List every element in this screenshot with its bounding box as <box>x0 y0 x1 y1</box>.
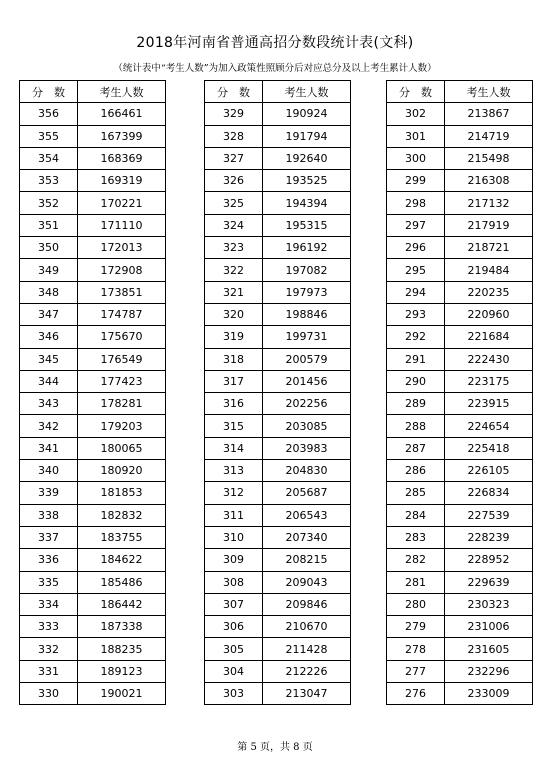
count-cell: 175670 <box>78 326 166 348</box>
score-cell: 308 <box>205 571 263 593</box>
score-cell: 345 <box>20 348 78 370</box>
count-cell: 191794 <box>263 125 351 147</box>
count-cell: 217132 <box>445 192 533 214</box>
score-cell: 307 <box>205 593 263 615</box>
table-row <box>20 437 166 459</box>
count-cell: 223175 <box>445 370 533 392</box>
table-row <box>387 437 533 459</box>
score-cell: 340 <box>20 460 78 482</box>
table-row <box>387 593 533 615</box>
score-cell: 336 <box>20 549 78 571</box>
table-row <box>387 103 533 125</box>
table-row <box>387 460 533 482</box>
count-cell: 223915 <box>445 393 533 415</box>
score-cell: 305 <box>205 638 263 660</box>
score-cell: 287 <box>387 437 445 459</box>
score-cell: 355 <box>20 125 78 147</box>
score-cell: 349 <box>20 259 78 281</box>
table-row <box>387 303 533 325</box>
count-cell: 229639 <box>445 571 533 593</box>
count-cell: 200579 <box>263 348 351 370</box>
count-cell: 230323 <box>445 593 533 615</box>
score-cell: 281 <box>387 571 445 593</box>
count-cell: 192640 <box>263 147 351 169</box>
table-row <box>387 259 533 281</box>
score-cell: 337 <box>20 526 78 548</box>
count-cell: 219484 <box>445 259 533 281</box>
score-cell: 279 <box>387 616 445 638</box>
table-row <box>20 393 166 415</box>
score-table-3 <box>386 80 533 705</box>
count-cell: 174787 <box>78 303 166 325</box>
score-cell: 332 <box>20 638 78 660</box>
count-cell: 209043 <box>263 571 351 593</box>
table-row <box>387 170 533 192</box>
count-cell: 170221 <box>78 192 166 214</box>
score-cell: 278 <box>387 638 445 660</box>
table-row <box>205 237 351 259</box>
table-row <box>20 504 166 526</box>
count-cell: 181853 <box>78 482 166 504</box>
count-cell: 224654 <box>445 415 533 437</box>
score-cell: 333 <box>20 616 78 638</box>
score-cell: 319 <box>205 326 263 348</box>
score-cell: 289 <box>387 393 445 415</box>
table-row <box>387 660 533 682</box>
score-cell: 285 <box>387 482 445 504</box>
score-cell: 304 <box>205 660 263 682</box>
table-row <box>205 103 351 125</box>
count-cell: 168369 <box>78 147 166 169</box>
score-table-2 <box>204 80 351 705</box>
score-cell: 323 <box>205 237 263 259</box>
table-row <box>387 147 533 169</box>
score-cell: 286 <box>387 460 445 482</box>
score-cell: 348 <box>20 281 78 303</box>
score-cell: 326 <box>205 170 263 192</box>
score-cell: 317 <box>205 370 263 392</box>
count-cell: 232296 <box>445 660 533 682</box>
table-row <box>205 393 351 415</box>
count-cell: 203983 <box>263 437 351 459</box>
count-cell: 176549 <box>78 348 166 370</box>
score-cell: 342 <box>20 415 78 437</box>
table-row <box>205 125 351 147</box>
count-cell: 210670 <box>263 616 351 638</box>
score-cell: 356 <box>20 103 78 125</box>
table-row <box>20 660 166 682</box>
table-row <box>20 125 166 147</box>
table-row <box>387 571 533 593</box>
table-row <box>20 259 166 281</box>
score-cell: 347 <box>20 303 78 325</box>
table-row <box>205 281 351 303</box>
count-cell: 202256 <box>263 393 351 415</box>
score-cell: 297 <box>387 214 445 236</box>
score-cell: 315 <box>205 415 263 437</box>
score-cell: 282 <box>387 549 445 571</box>
score-cell: 311 <box>205 504 263 526</box>
count-cell: 196192 <box>263 237 351 259</box>
table-row <box>387 393 533 415</box>
count-cell: 216308 <box>445 170 533 192</box>
table-row <box>205 683 351 705</box>
count-cell: 228239 <box>445 526 533 548</box>
score-cell: 330 <box>20 683 78 705</box>
score-table-1 <box>19 80 166 705</box>
table-row <box>387 214 533 236</box>
table-row <box>20 370 166 392</box>
table-row <box>387 504 533 526</box>
count-cell: 179203 <box>78 415 166 437</box>
header-count: 考生人数 <box>445 81 533 103</box>
score-cell: 312 <box>205 482 263 504</box>
score-cell: 327 <box>205 147 263 169</box>
score-cell: 280 <box>387 593 445 615</box>
score-cell: 335 <box>20 571 78 593</box>
table-header-row <box>205 81 351 103</box>
table-row <box>387 192 533 214</box>
score-cell: 341 <box>20 437 78 459</box>
page-footer: 第 5 页，共 8 页 <box>237 742 313 753</box>
score-cell: 313 <box>205 460 263 482</box>
score-cell: 301 <box>387 125 445 147</box>
count-cell: 180920 <box>78 460 166 482</box>
score-cell: 331 <box>20 660 78 682</box>
count-cell: 206543 <box>263 504 351 526</box>
table-row <box>205 192 351 214</box>
score-cell: 346 <box>20 326 78 348</box>
table-row <box>205 370 351 392</box>
table-row <box>387 125 533 147</box>
count-cell: 213047 <box>263 683 351 705</box>
count-cell: 204830 <box>263 460 351 482</box>
count-cell: 228952 <box>445 549 533 571</box>
count-cell: 226834 <box>445 482 533 504</box>
table-row <box>205 460 351 482</box>
score-cell: 277 <box>387 660 445 682</box>
count-cell: 189123 <box>78 660 166 682</box>
score-cell: 295 <box>387 259 445 281</box>
header-score: 分 数 <box>205 81 263 103</box>
header-count: 考生人数 <box>263 81 351 103</box>
table-row <box>387 638 533 660</box>
table-row <box>20 638 166 660</box>
score-cell: 320 <box>205 303 263 325</box>
score-cell: 318 <box>205 348 263 370</box>
count-cell: 190924 <box>263 103 351 125</box>
table-row <box>205 348 351 370</box>
count-cell: 184622 <box>78 549 166 571</box>
count-cell: 178281 <box>78 393 166 415</box>
header-score: 分 数 <box>20 81 78 103</box>
count-cell: 208215 <box>263 549 351 571</box>
table-row <box>387 281 533 303</box>
count-cell: 190021 <box>78 683 166 705</box>
count-cell: 205687 <box>263 482 351 504</box>
score-cell: 300 <box>387 147 445 169</box>
count-cell: 213867 <box>445 103 533 125</box>
count-cell: 233009 <box>445 683 533 705</box>
score-cell: 303 <box>205 683 263 705</box>
count-cell: 207340 <box>263 526 351 548</box>
score-cell: 339 <box>20 482 78 504</box>
table-row <box>205 549 351 571</box>
count-cell: 222430 <box>445 348 533 370</box>
count-cell: 183755 <box>78 526 166 548</box>
table-row <box>20 415 166 437</box>
table-row <box>205 638 351 660</box>
table-row <box>20 237 166 259</box>
header-count: 考生人数 <box>78 81 166 103</box>
table-row <box>205 616 351 638</box>
score-cell: 352 <box>20 192 78 214</box>
count-cell: 195315 <box>263 214 351 236</box>
count-cell: 197082 <box>263 259 351 281</box>
score-cell: 322 <box>205 259 263 281</box>
score-cell: 294 <box>387 281 445 303</box>
score-cell: 353 <box>20 170 78 192</box>
count-cell: 218721 <box>445 237 533 259</box>
table-row <box>387 683 533 705</box>
table-row <box>205 326 351 348</box>
table-row <box>205 303 351 325</box>
score-cell: 338 <box>20 504 78 526</box>
count-cell: 197973 <box>263 281 351 303</box>
count-cell: 226105 <box>445 460 533 482</box>
table-row <box>387 526 533 548</box>
table-row <box>205 571 351 593</box>
count-cell: 167399 <box>78 125 166 147</box>
count-cell: 186442 <box>78 593 166 615</box>
score-cell: 284 <box>387 504 445 526</box>
count-cell: 198846 <box>263 303 351 325</box>
count-cell: 172013 <box>78 237 166 259</box>
table-row <box>205 170 351 192</box>
score-cell: 293 <box>387 303 445 325</box>
table-row <box>387 348 533 370</box>
table-row <box>20 326 166 348</box>
score-cell: 296 <box>387 237 445 259</box>
count-cell: 188235 <box>78 638 166 660</box>
header-score: 分 数 <box>387 81 445 103</box>
score-cell: 288 <box>387 415 445 437</box>
table-row <box>20 147 166 169</box>
table-row <box>387 482 533 504</box>
score-cell: 325 <box>205 192 263 214</box>
score-cell: 344 <box>20 370 78 392</box>
score-cell: 334 <box>20 593 78 615</box>
table-row <box>20 348 166 370</box>
count-cell: 203085 <box>263 415 351 437</box>
score-cell: 291 <box>387 348 445 370</box>
table-row <box>387 326 533 348</box>
table-row <box>20 683 166 705</box>
score-cell: 351 <box>20 214 78 236</box>
table-row <box>20 616 166 638</box>
count-cell: 173851 <box>78 281 166 303</box>
table-row <box>205 147 351 169</box>
score-cell: 324 <box>205 214 263 236</box>
score-cell: 299 <box>387 170 445 192</box>
count-cell: 199731 <box>263 326 351 348</box>
count-cell: 231006 <box>445 616 533 638</box>
count-cell: 212226 <box>263 660 351 682</box>
count-cell: 221684 <box>445 326 533 348</box>
table-header-row <box>387 81 533 103</box>
page-title: 2018年河南省普通高招分数段统计表(文科) <box>136 35 414 51</box>
table-row <box>205 526 351 548</box>
count-cell: 187338 <box>78 616 166 638</box>
table-row <box>20 593 166 615</box>
score-cell: 310 <box>205 526 263 548</box>
count-cell: 194394 <box>263 192 351 214</box>
count-cell: 180065 <box>78 437 166 459</box>
score-cell: 298 <box>387 192 445 214</box>
table-row <box>20 303 166 325</box>
table-row <box>205 214 351 236</box>
table-row <box>205 482 351 504</box>
table-row <box>387 616 533 638</box>
score-cell: 302 <box>387 103 445 125</box>
score-cell: 343 <box>20 393 78 415</box>
table-row <box>20 549 166 571</box>
count-cell: 177423 <box>78 370 166 392</box>
count-cell: 225418 <box>445 437 533 459</box>
score-cell: 314 <box>205 437 263 459</box>
count-cell: 215498 <box>445 147 533 169</box>
count-cell: 172908 <box>78 259 166 281</box>
count-cell: 220235 <box>445 281 533 303</box>
count-cell: 220960 <box>445 303 533 325</box>
count-cell: 182832 <box>78 504 166 526</box>
table-row <box>205 593 351 615</box>
score-cell: 321 <box>205 281 263 303</box>
count-cell: 227539 <box>445 504 533 526</box>
count-cell: 214719 <box>445 125 533 147</box>
count-cell: 209846 <box>263 593 351 615</box>
table-row <box>20 170 166 192</box>
score-cell: 350 <box>20 237 78 259</box>
score-cell: 283 <box>387 526 445 548</box>
count-cell: 201456 <box>263 370 351 392</box>
score-cell: 328 <box>205 125 263 147</box>
table-row <box>205 415 351 437</box>
score-cell: 276 <box>387 683 445 705</box>
count-cell: 211428 <box>263 638 351 660</box>
table-header-row <box>20 81 166 103</box>
table-row <box>205 437 351 459</box>
count-cell: 217919 <box>445 214 533 236</box>
count-cell: 231605 <box>445 638 533 660</box>
table-row <box>20 460 166 482</box>
count-cell: 185486 <box>78 571 166 593</box>
table-row <box>20 571 166 593</box>
count-cell: 166461 <box>78 103 166 125</box>
table-row <box>20 214 166 236</box>
score-cell: 354 <box>20 147 78 169</box>
count-cell: 171110 <box>78 214 166 236</box>
table-row <box>387 549 533 571</box>
score-cell: 309 <box>205 549 263 571</box>
count-cell: 193525 <box>263 170 351 192</box>
table-row <box>205 660 351 682</box>
table-row <box>20 103 166 125</box>
table-row <box>387 237 533 259</box>
score-cell: 290 <box>387 370 445 392</box>
table-row <box>20 281 166 303</box>
page-subtitle: （统计表中“考生人数”为加入政策性照顾分后对应总分及以上考生累计人数） <box>113 63 437 74</box>
table-row <box>20 192 166 214</box>
table-row <box>20 482 166 504</box>
table-row <box>205 259 351 281</box>
score-cell: 316 <box>205 393 263 415</box>
table-row <box>387 415 533 437</box>
table-row <box>387 370 533 392</box>
table-row <box>205 504 351 526</box>
score-cell: 292 <box>387 326 445 348</box>
score-cell: 329 <box>205 103 263 125</box>
score-cell: 306 <box>205 616 263 638</box>
count-cell: 169319 <box>78 170 166 192</box>
table-row <box>20 526 166 548</box>
